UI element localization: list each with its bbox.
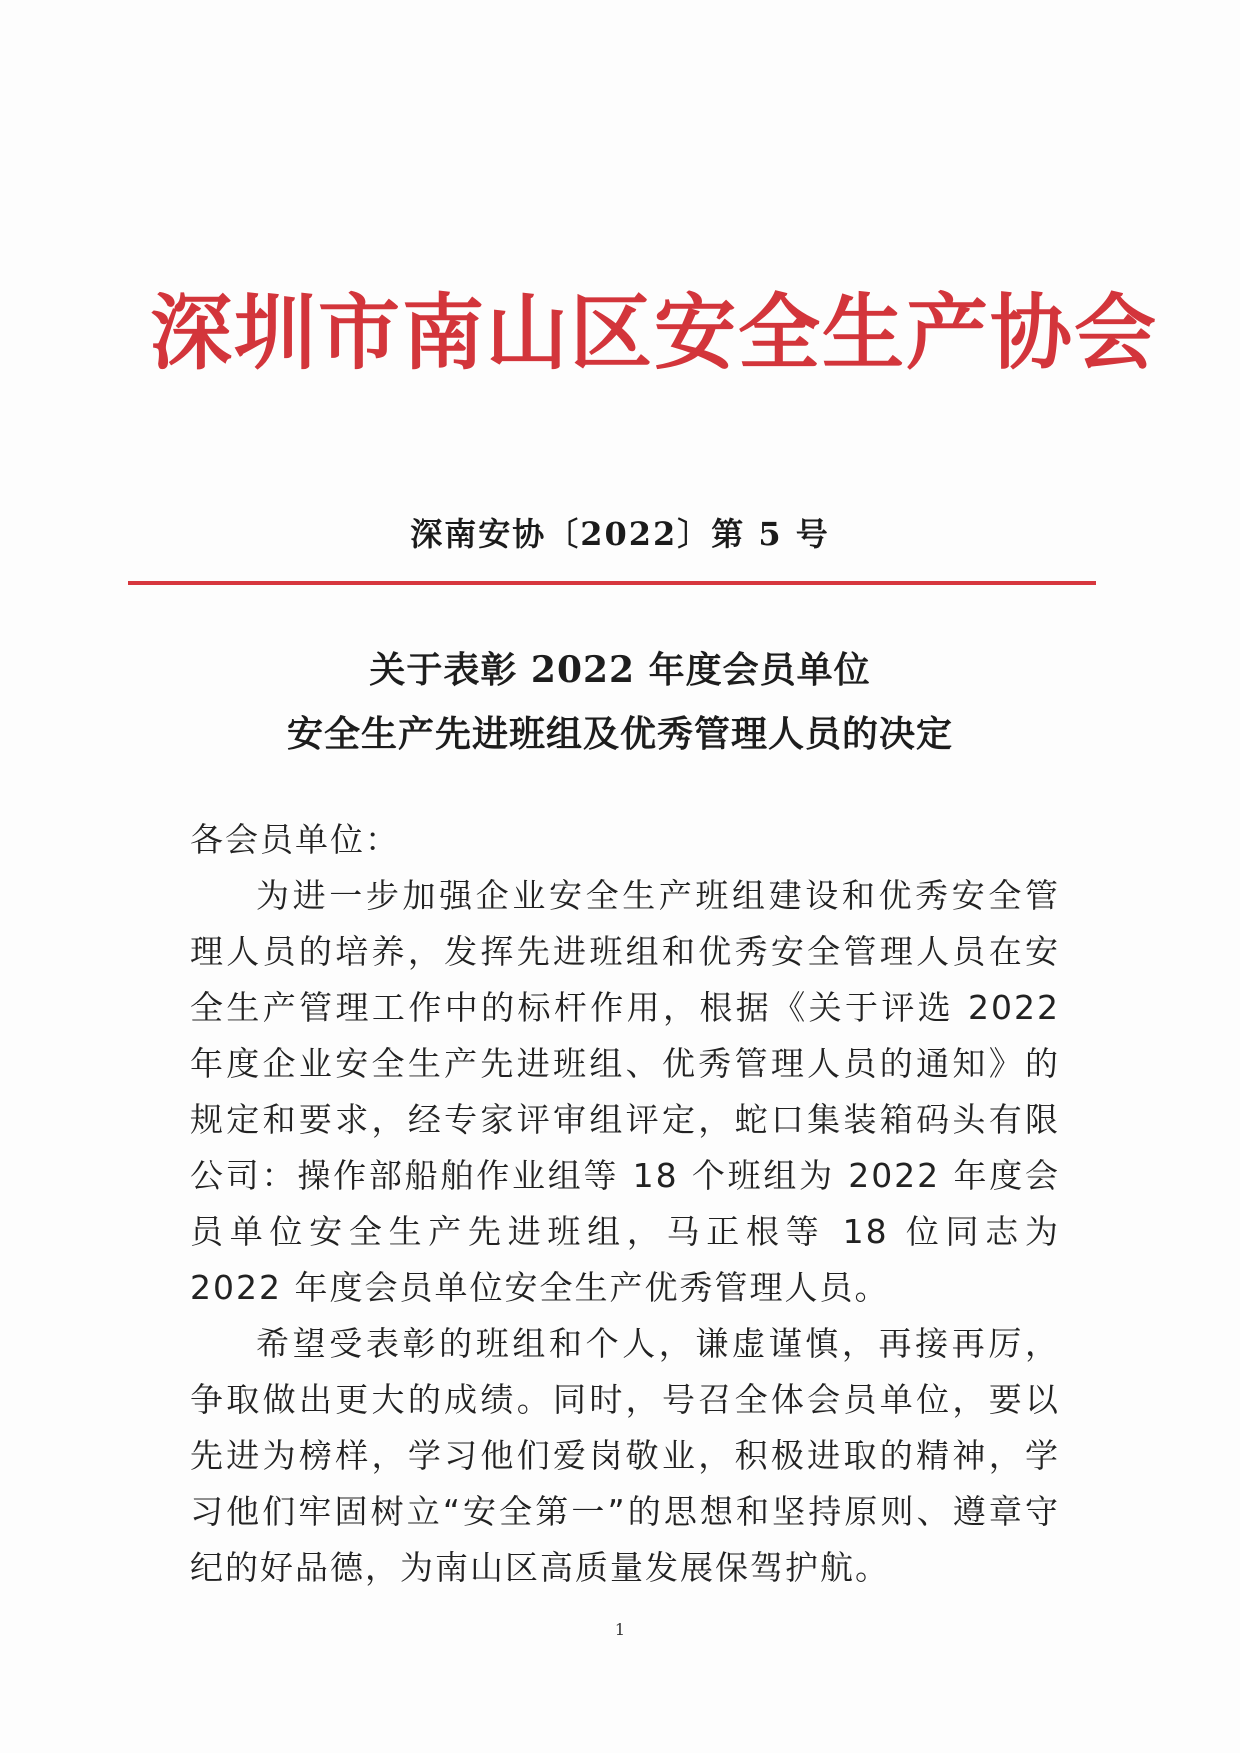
body-paragraph-2: 希望受表彰的班组和个人，谦虚谨慎，再接再厉，争取做出更大的成绩。同时，号召全体会员单位，要以先进为榜样，学习他们爱岗敬业，积极进取的精神，学习他们牢固树立“安全第一”的思想和坚持原则、遵章守纪的好品德，为南山区高质量发展保驾护航。 (190, 1324, 1060, 1587)
body-paragraph-1: 为进一步加强企业安全生产班组建设和优秀安全管理人员的培养，发挥先进班组和优秀安全管理人员在安全生产管理工作中的标杆作用，根据《关于评选 2022 年度企业安全生产先进班组、优秀管理人员的通知》的规定和要求，经专家评审组评定，蛇口集装箱码头有限公司：操作部船舶作业组等 18 个班组为 2022 年度会员单位安全生产先进班组，马正根等 18 位同志为 2022 年度会员单位安全生产优秀管理人员。 (190, 876, 1060, 1307)
document-number: 深南安协〔2022〕第 5 号 (410, 515, 830, 553)
salutation: 各会员单位： (190, 820, 400, 859)
organization-header: 深圳市南山区安全生产协会 (150, 285, 1159, 381)
document-title-line-1: 关于表彰 2022 年度会员单位 (369, 649, 871, 691)
page-number: 1 (614, 1620, 626, 1639)
red-divider-line (128, 581, 1096, 585)
document-title-line-2: 安全生产先进班组及优秀管理人员的决定 (286, 713, 953, 755)
